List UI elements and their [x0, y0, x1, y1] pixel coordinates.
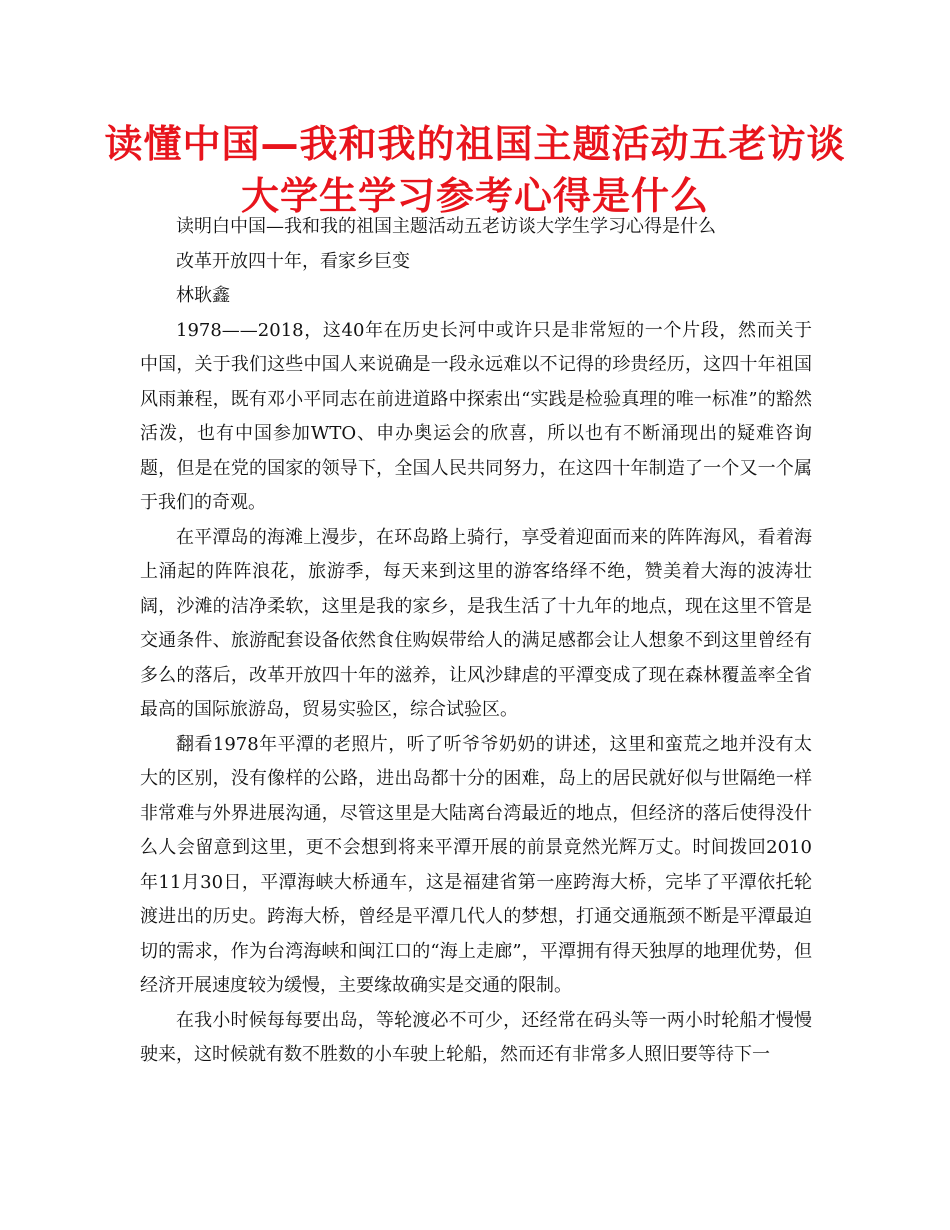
essay-title: 改革开放四十年，看家乡巨变: [176, 250, 410, 272]
document-title: 读懂中国—我和我的祖国主题活动五老访谈大学生学习参考心得是什么: [104, 122, 846, 218]
paragraph-3: 翻看1978年平潭的老照片，听了听爷爷奶奶的讲述，这里和蛮荒之地并没有太大的区别，没有像样的公路，进出岛都十分的困难，岛上的居民就好似与世隔绝一样非常难与外界进展沟通，尽管这里是大陆离台湾最近的地点，但经济的落后使得没什么人会留意到这里，更不会想到将来平潭开展的前景竟然光辉万丈。时间拨回2010年11月30日，平潭海峡大桥通车，这是福建省第一座跨海大桥，完毕了平潭依托轮渡进出的历史。跨海大桥，曾经是平潭几代人的梦想，打通交通瓶颈不断是平潭最迫切的需求，作为台湾海峡和闽江口的“海上走廊”，平潭拥有得天独厚的地理优势，但经济开展速度较为缓慢，主要缘故确实是交通的限制。: [140, 733, 812, 996]
author-name: 林耿鑫: [176, 285, 230, 306]
document-subtitle: 读明白中国—我和我的祖国主题活动五老访谈大学生学习心得是什么: [176, 216, 716, 237]
document-body: [140, 210, 812, 1073]
paragraph-1: 1978——2018，这40年在历史长河中或许只是非常短的一个片段，然而关于中国，关于我们这些中国人来说确是一段永远难以不记得的珍贵经历，这四十年祖国风雨兼程，既有邓小平同志在前进道路中探索出“实践是检验真理的唯一标准”的豁然活泼，也有中国参加WTO、申办奥运会的欣喜，所以也有不断涌现出的疑难咨询题，但是在党的国家的领导下，全国人民共同努力，在这四十年制造了一个又一个属于我们的奇观。: [140, 319, 812, 513]
paragraph-2: 在平潭岛的海滩上漫步，在环岛路上骑行，享受着迎面而来的阵阵海风，看着海上涌起的阵阵浪花，旅游季，每天来到这里的游客络绎不绝，赞美着大海的波涛壮阔，沙滩的洁净柔软，这里是我的家乡，是我生活了十九年的地点，现在这里不管是交通条件、旅游配套设备依然食住购娱带给人的满足感都会让人想象不到这里曾经有多么的落后，改革开放四十年的滋养，让风沙肆虐的平潭变成了现在森林覆盖率全省最高的国际旅游岛，贸易实验区，综合试验区。: [140, 526, 812, 720]
paragraph-4: 在我小时候每每要出岛，等轮渡必不可少，还经常在码头等一两小时轮船才慢慢驶来，这时候就有数不胜数的小车驶上轮船，然而还有非常多人照旧要等待下一: [140, 1009, 812, 1065]
